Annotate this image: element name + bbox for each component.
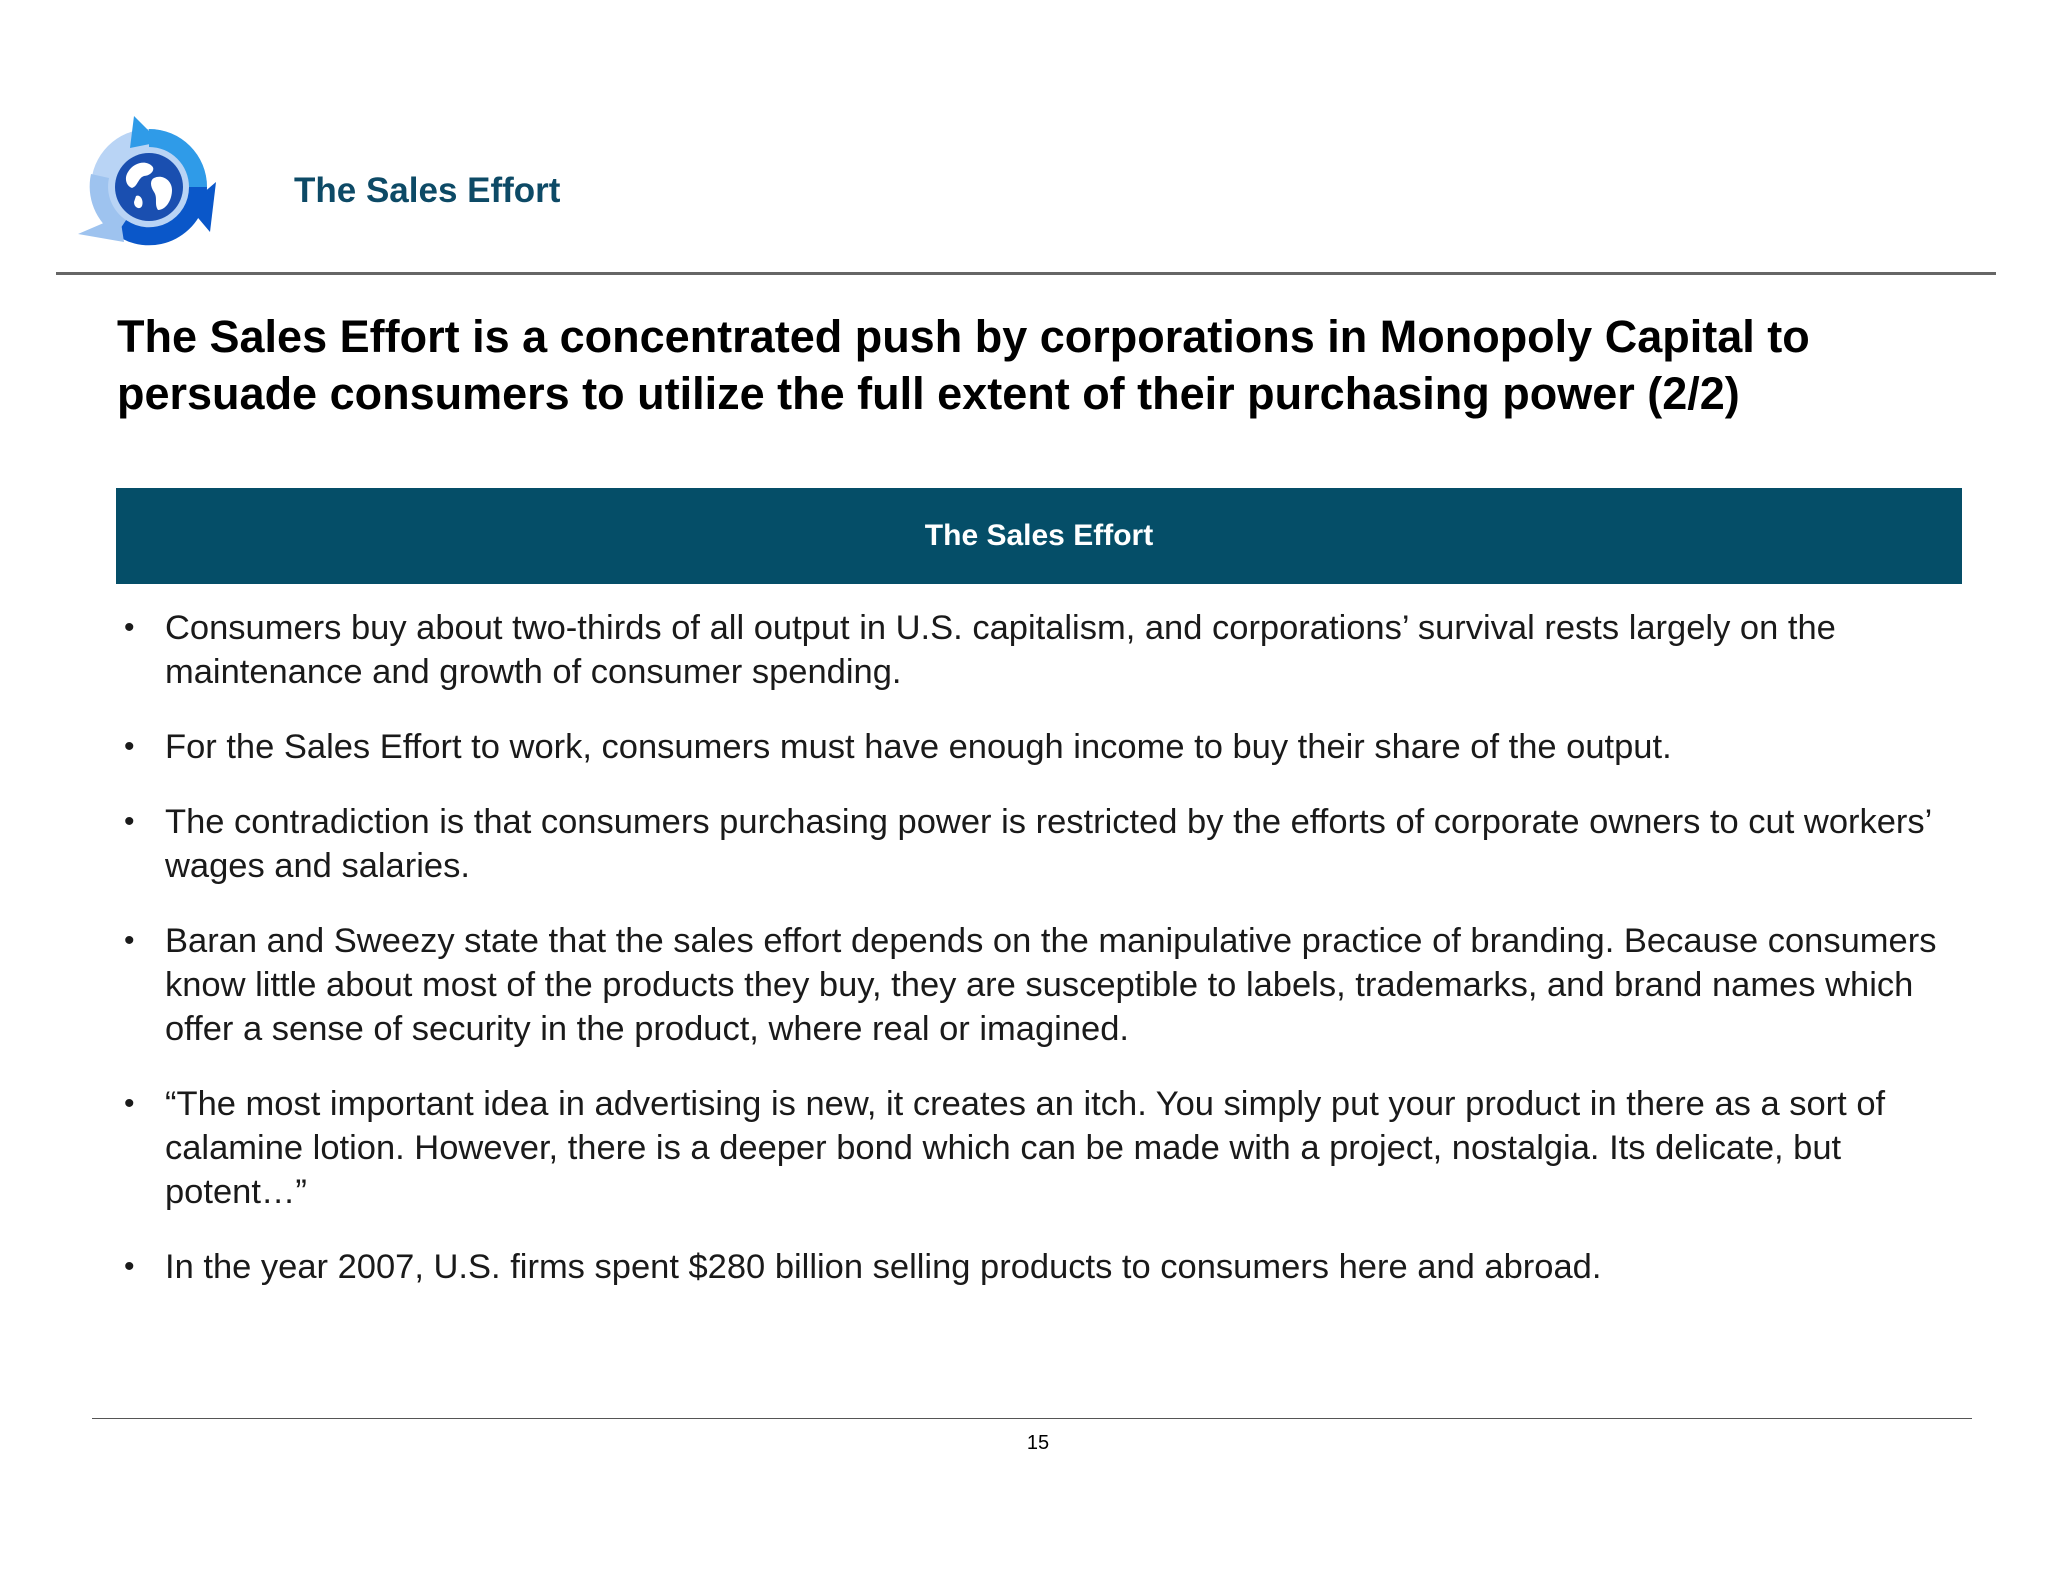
bullet-item [124,1245,1954,1289]
header-divider [56,272,1996,275]
globe-recycle-arrows-icon [76,114,222,260]
section-banner [116,488,1962,584]
bullet-item [124,725,1954,769]
bullet-marker: • [124,1250,135,1283]
bullet-text: Baran and Sweezy state that the sales effort depends on the manipulative practice of branding. Because consumers know little about most of the products they buy, they are susceptible to labels, trademarks, and brand names which offer a sense of security in the product, where real or imagined. [165,922,1937,1048]
bullet-text: “The most important idea in advertising is new, it creates an itch. You simply put your product in there as a sort of calamine lotion. However, there is a deeper bond which can be made with a project, nostalgia. Its delicate, but potent…” [165,1085,1886,1211]
bullet-text: In the year 2007, U.S. firms spent $280 billion selling products to consumers here and abroad. [165,1248,1602,1286]
bullet-item [124,919,1954,1051]
bullet-item [124,800,1954,888]
bullet-text: Consumers buy about two-thirds of all output in U.S. capitalism, and corporations’ survival rests largely on the maintenance and growth of consumer spending. [165,609,1836,691]
bullet-marker: • [124,924,135,957]
slide-heading: The Sales Effort is a concentrated push by corporations in Monopoly Capital to persuade consumers to utilize the full extent of their purchasing power (2/2) [117,311,1810,419]
bullet-item [124,1082,1954,1214]
page-number: 15 [1026,1432,1050,1454]
bullet-text: The contradiction is that consumers purchasing power is restricted by the efforts of corporate owners to cut workers’ wages and salaries. [165,803,1932,885]
bullet-marker: • [124,611,135,644]
banner-label: The Sales Effort [924,519,1154,552]
footer-divider [92,1418,1972,1419]
bullet-marker: • [124,1087,135,1120]
bullet-marker: • [124,805,135,838]
bullet-text: For the Sales Effort to work, consumers must have enough income to buy their share of the output. [165,728,1672,766]
bullet-list [124,606,1954,1320]
bullet-marker: • [124,730,135,763]
bullet-item [124,606,1954,694]
section-title: The Sales Effort [294,171,561,210]
